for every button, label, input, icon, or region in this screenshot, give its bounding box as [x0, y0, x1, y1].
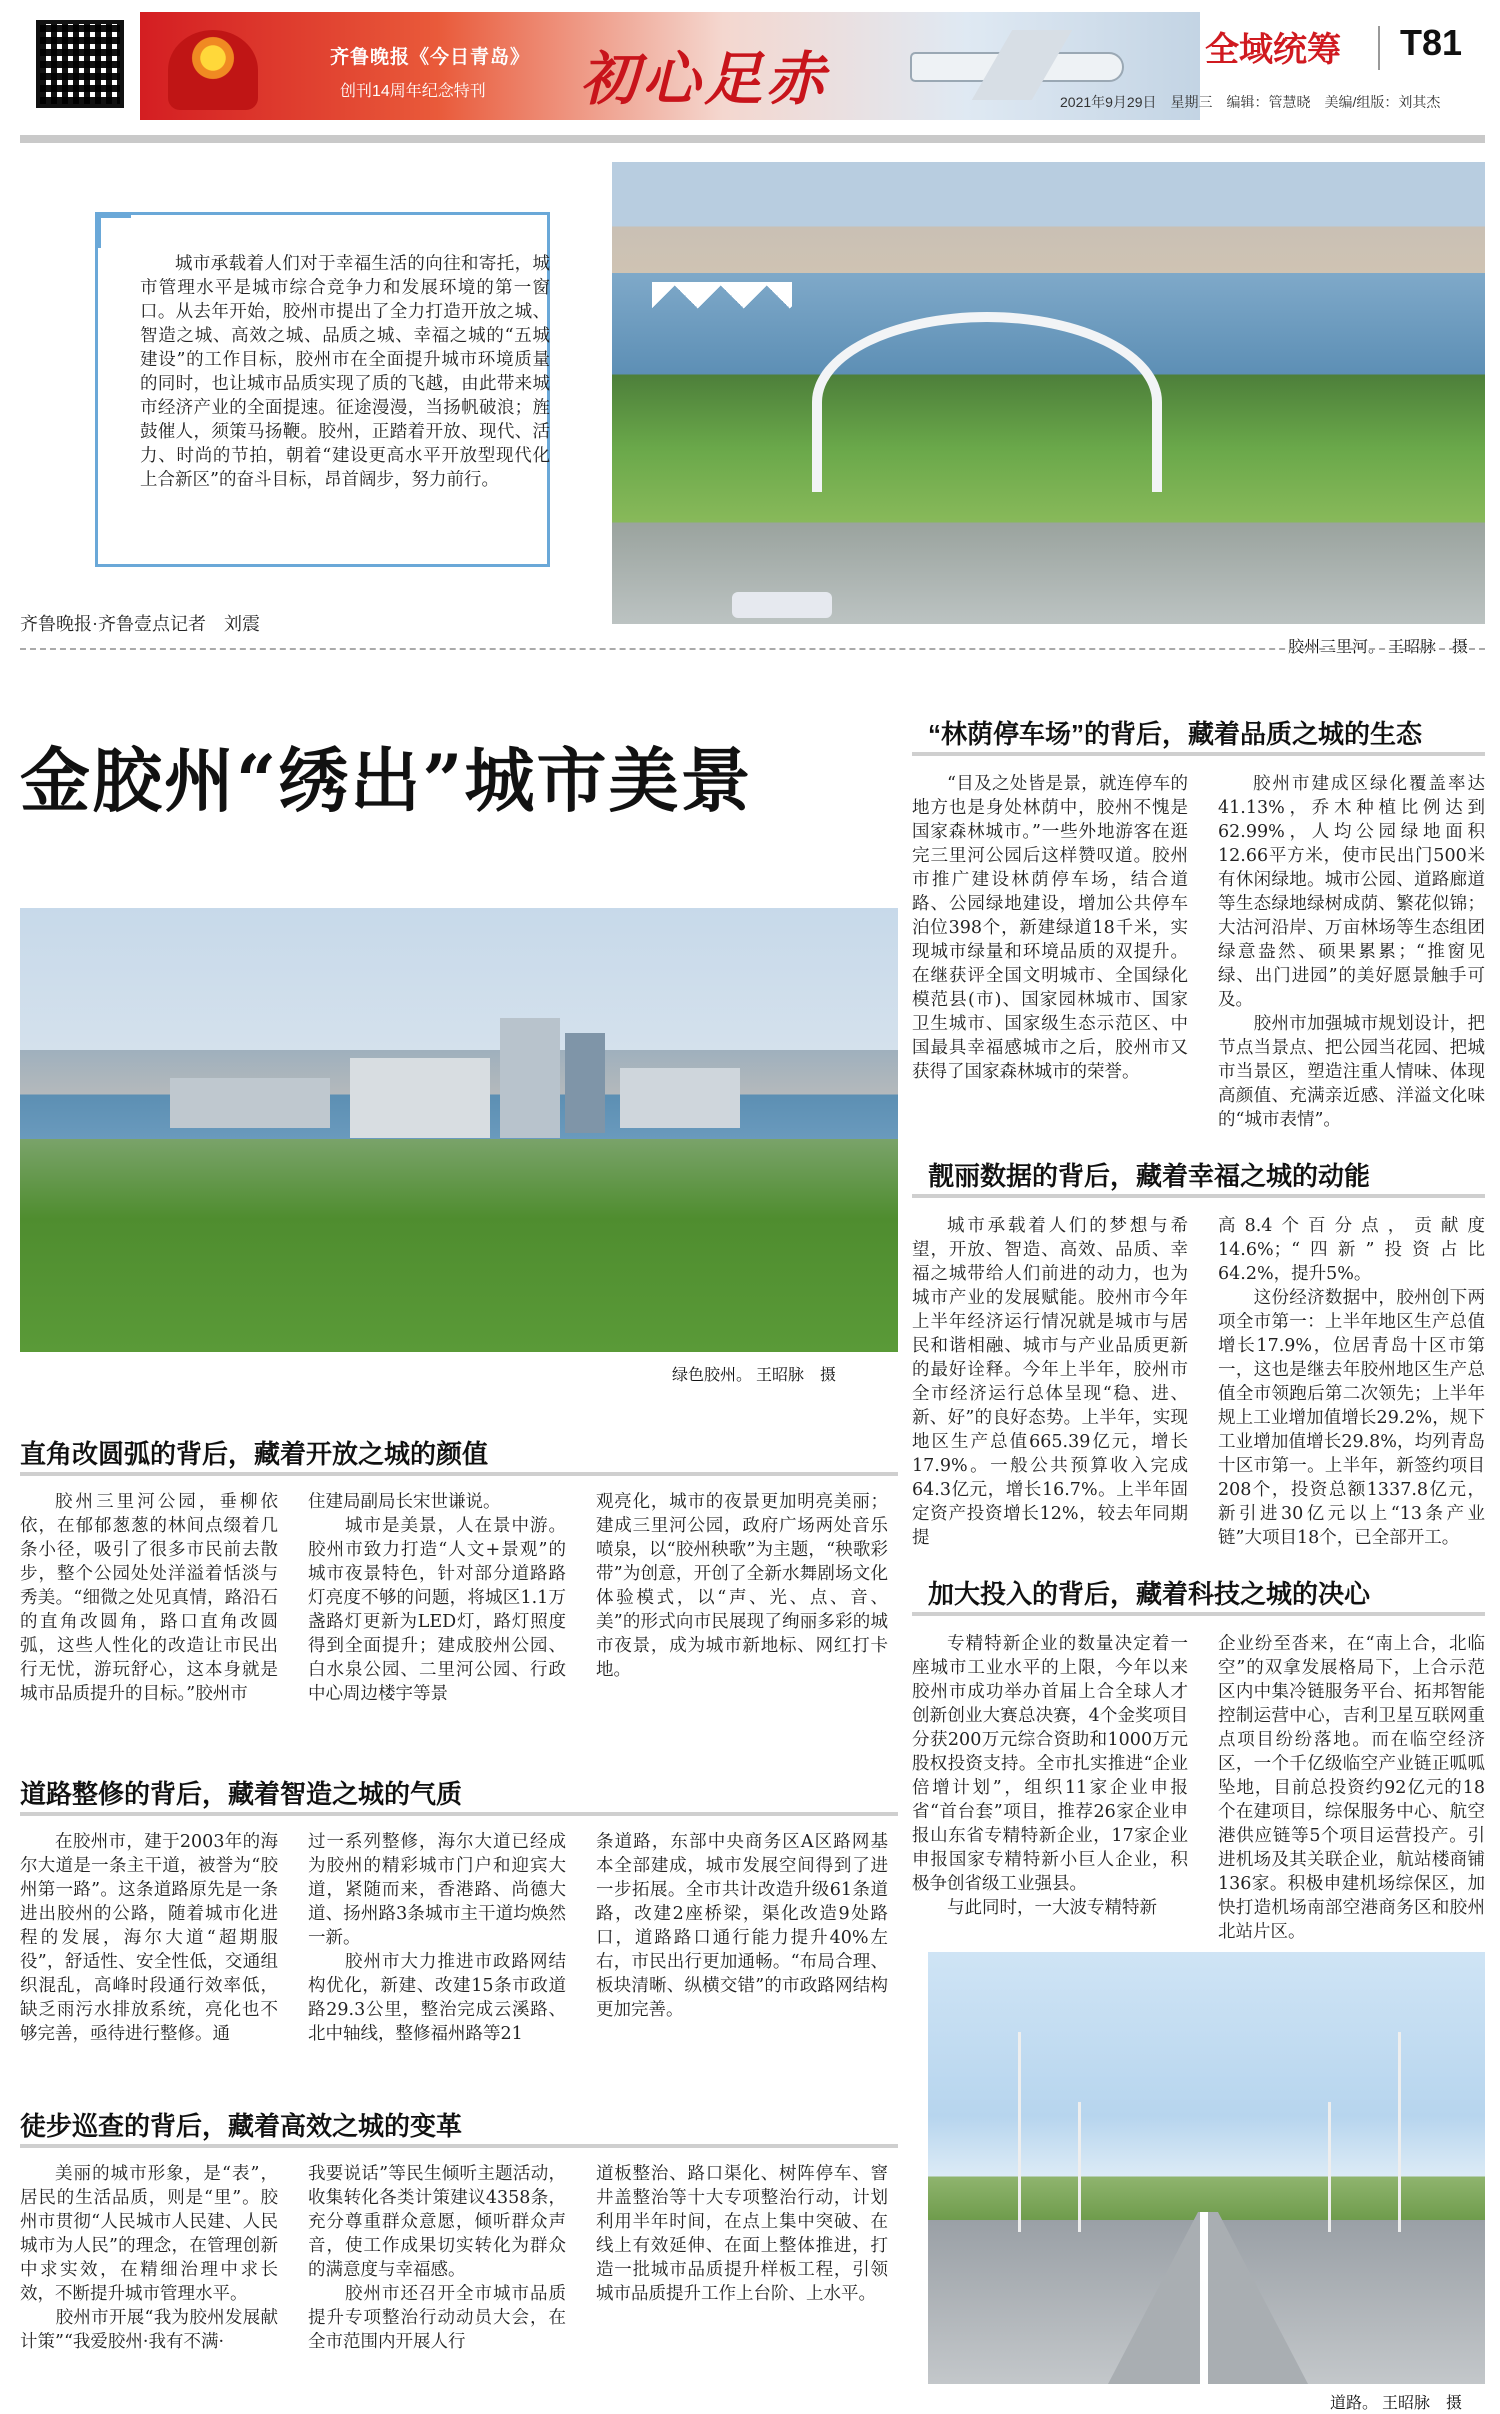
building: [350, 1058, 490, 1138]
photo-sanlihe-river: [612, 162, 1485, 624]
s4-col2: 胶州市建成区绿化覆盖率达41.13%，乔木种植比例达到62.99%，人均公园绿地面积12.66平方米，使市民出门500米有休闲绿地。城市公园、道路廊道等生态绿地绿树成荫、繁花似锦；大沽河沿岸、万亩林场等生态组团绿意盎然、硕果累累；“推窗见绿、出门进园”的美好愿景触手可及。 胶州市加强城市规划设计，把节点当景点、把公园当花园、把城市当景区，塑造注重人情味、体现高颜值、充满亲近感、洋溢文化味的“城市表情”。: [1218, 774, 1485, 1130]
page-number: T81: [1400, 22, 1463, 63]
top-rule: [20, 135, 1485, 143]
intro-box-corner: [95, 212, 131, 248]
dashed-divider: [20, 648, 1485, 650]
bus: [732, 592, 832, 618]
section-name: 全域统筹: [1205, 31, 1341, 69]
s1-col1: 胶州三里河公园，垂柳依依，在郁郁葱葱的林间点缀着几条小径，吸引了很多市民前去散步，整个公园处处洋溢着恬淡与秀美。“细微之处见真情，路沿石的直角改圆角，路口直角改圆弧，这些人性化的改造让市民出行无忧，游玩舒心，这本身就是城市品质提升的目标。”胶州市: [20, 1492, 278, 1704]
road: [1108, 2212, 1308, 2384]
building: [565, 1033, 605, 1133]
paper-name: 齐鲁晚报《今日青岛》: [330, 47, 531, 68]
photo-green-jiaozhou: [20, 908, 898, 1352]
intro-text: 城市承载着人们对于幸福生活的向往和寄托，城市管理水平是城市综合竞争力和发展环境的第一窗口。从去年开始，胶州市提出了全力打造开放之城、智造之城、高效之城、品质之城、幸福之城的“五城建设”的工作目标，胶州市在全面提升城市环境质量的同时，也让城市品质实现了质的飞越，由此带来城市经济产业的全面提速。征途漫漫，当扬帆破浪；旌鼓催人，须策马扬鞭。胶州，正踏着开放、现代、活力、时尚的节拍，朝着“建设更高水平开放型现代化上合新区”的奋斗目标，昂首阔步，努力前行。: [140, 254, 550, 490]
section-rule: [912, 1612, 1485, 1616]
building: [500, 1018, 560, 1138]
photo1-caption: 胶州三里河。 王昭脉 摄: [1288, 639, 1469, 656]
section-title-efficient-city: 徒步巡查的背后，藏着高效之城的变革: [20, 2111, 463, 2141]
masthead-divider: [1378, 26, 1380, 70]
anniversary-label: 创刊14周年纪念特刊: [340, 83, 486, 100]
section-rule: [20, 1472, 898, 1476]
street-lamp: [1018, 2032, 1021, 2232]
street-lamp: [1398, 2032, 1401, 2232]
s5-col1: 城市承载着人们的梦想与希望，开放、智造、高效、品质、幸福之城带给人们前进的动力，也为城市产业的发展赋能。胶州市今年上半年经济运行情况就是城市与居民和谐相融、城市与产业品质更新的最好诠释。今年上半年，胶州市全市经济运行总体呈现“稳、进、新、好”的良好态势。上半年，实现地区生产总值665.39亿元，增长17.9%。一般公共预算收入完成64.3亿元，增长16.7%。上半年固定资产投资增长12%，较去年同期提: [912, 1216, 1188, 1548]
section-title-open-city: 直角改圆弧的背后，藏着开放之城的颜值: [20, 1439, 489, 1469]
section-rule: [912, 752, 1485, 756]
s6-col1: 专精特新企业的数量决定着一座城市工业水平的上限，今年以来胶州市成功举办首届上合全球人才创新创业大赛总决赛，4个金奖项目分获200万元综合资助和1000万元股权投资支持。全市扎实推进“企业倍增计划”，组织11家企业申报省“首台套”项目，推荐26家企业申报山东省专精特新企业，17家企业申报国家专精特新小巨人企业，积极争创省级工业强县。 与此同时，一大波专精特新: [912, 1634, 1188, 1918]
s2-col3: 条道路，东部中央商务区A区路网基本全部建成，城市发展空间得到了进一步拓展。全市共计改造升级61条道路，改建2座桥梁，渠化改造9处路口，道路路口通行能力提升40%左右，市民出行更加通畅。“布局合理、板块清晰、纵横交错”的市政路网结构更加完善。: [596, 1832, 888, 2020]
tent-roofs: [652, 282, 792, 342]
s6-col2: 企业纷至沓来，在“南上合，北临空”的双拿发展格局下，上合示范区内中集冷链服务平台、拓邦智能控制运营中心，吉利卫星互联网重点项目纷纷落地。而在临空经济区，一个千亿级临空产业链正呱呱坠地，目前总投资约92亿元的18个在建项目，综保服务中心、航空港供应链等5个项目运营投产。引进机场及其关联企业，航站楼商铺136家。积极申建机场综保区，加快打造机场南部空港商务区和胶州北站片区。: [1218, 1634, 1485, 1942]
airplane-icon: [910, 52, 1124, 82]
photo-road: [928, 1952, 1485, 2384]
slogan: 初心足赤: [580, 45, 829, 113]
section-rule: [20, 2144, 898, 2148]
dateline: 2021年9月29日 星期三 编辑：管慧晓 美编/组版：刘其杰: [1060, 94, 1441, 110]
s1-col3: 观亮化，城市的夜景更加明亮美丽；建成三里河公园，政府广场两处音乐喷泉，以“胶州秧歌”为主题，“秧歌彩带”为创意，开创了全新水舞剧场文化体验模式，以“声、光、点、音、美”的形式向市民展现了绚丽多彩的城市夜景，成为城市新地标、网红打卡地。: [596, 1492, 888, 1680]
paper-logo-icon: [168, 30, 258, 110]
s4-col1: “目及之处皆是景，就连停车的地方也是身处林荫中，胶州不愧是国家森林城市。”一些外地游客在逛完三里河公园后这样赞叹道。胶州市推广建设林荫停车场，结合道路、公园绿地建设，增加公共停车泊位398个，新建绿道18千米，实现城市绿量和环境品质的双提升。在继获评全国文明城市、全国绿化模范县(市)、国家园林城市、国家卫生城市、国家级生态示范区、中国最具幸福感城市之后，胶州市又获得了国家森林城市的荣誉。: [912, 774, 1188, 1082]
s1-col2: 住建局副局长宋世谦说。 城市是美景，人在景中游。胶州市致力打造“人文+景观”的城市夜景特色，针对部分道路路灯亮度不够的问题，将城区1.1万盏路灯更新为LED灯，路灯照度得到全面提升；建成胶州公园、白水泉公园、二里河公园、行政中心周边楼宇等景: [308, 1492, 566, 1704]
headline: 金胶州“绣出”城市美景: [20, 739, 753, 822]
byline: 齐鲁晚报·齐鲁壹点记者 刘震: [20, 614, 260, 634]
section-rule: [20, 1812, 898, 1816]
section-title-smart-city: 道路整修的背后，藏着智造之城的气质: [20, 1779, 463, 1809]
s3-col1: 美丽的城市形象，是“表”，居民的生活品质，则是“里”。胶州市贯彻“人民城市人民建、人民城市为人民”的理念，在管理创新中求实效，在精细治理中求长效，不断提升城市管理水平。 胶州市开展“我为胶州发展献计策”“我爱胶州·我有不满·: [20, 2164, 278, 2352]
section-title-quality-city: “林荫停车场”的背后，藏着品质之城的生态: [928, 719, 1423, 749]
street-lamp: [1078, 2102, 1081, 2232]
arch-bridge: [812, 312, 1162, 492]
building: [170, 1078, 330, 1128]
building: [620, 1068, 740, 1128]
s3-col2: 我要说话”等民生倾听主题活动，收集转化各类计策建议4358条，充分尊重群众意愿，倾听群众声音，使工作成果切实转化为群众的满意度与幸福感。 胶州市还召开全市城市品质提升专项整治行动动员大会，在全市范围内开展人行: [308, 2164, 566, 2352]
s5-col2: 高8.4个百分点，贡献度14.6%；“四新”投资占比64.2%，提升5%。 这份经济数据中，胶州创下两项全市第一：上半年地区生产总值增长17.9%，位居青岛十区市第一，这也是继去年胶州地区生产总值全市领跑后第二次领先；上半年规上工业增加值增长29.2%，规下工业增加值增长29.8%，均列青岛十区市第一。上半年，新签约项目208个，投资总额1337.8亿元，新引进30亿元以上“13条产业链”大项目18个，已全部开工。: [1218, 1216, 1485, 1548]
photo3-caption: 道路。 王昭脉 摄: [1330, 2395, 1463, 2412]
s3-col3: 道板整治、路口渠化、树阵停车、窨井盖整治等十大专项整治行动，计划利用半年时间，在点上集中突破、在线上有效延伸、在面上整体推进，打造一批城市品质提升样板工程，引领城市品质提升工作上台阶、上水平。: [596, 2164, 888, 2304]
section-title-tech-city: 加大投入的背后，藏着科技之城的决心: [928, 1579, 1371, 1609]
photo2-caption: 绿色胶州。 王昭脉 摄: [672, 1367, 837, 1384]
section-title-happy-city: 靓丽数据的背后，藏着幸福之城的动能: [928, 1161, 1371, 1191]
section-rule: [912, 1194, 1485, 1198]
qr-code: [36, 20, 124, 108]
s2-col2: 过一系列整修，海尔大道已经成为胶州的精彩城市门户和迎宾大道，紧随而来，香港路、尚德大道、扬州路3条城市主干道均焕然一新。 胶州市大力推进市政路网结构优化，新建、改建15条市政道路29.3公里，整治完成云溪路、北中轴线，整修福州路等21: [308, 1832, 566, 2044]
street-lamp: [1328, 2102, 1331, 2232]
s2-col1: 在胶州市，建于2003年的海尔大道是一条主干道，被誉为“胶州第一路”。这条道路原先是一条进出胶州的公路，随着城市化进程的发展，海尔大道“超期服役”，舒适性、安全性低，交通组织混乱，高峰时段通行效率低，缺乏雨污水排放系统，亮化也不够完善，亟待进行整修。通: [20, 1832, 278, 2044]
